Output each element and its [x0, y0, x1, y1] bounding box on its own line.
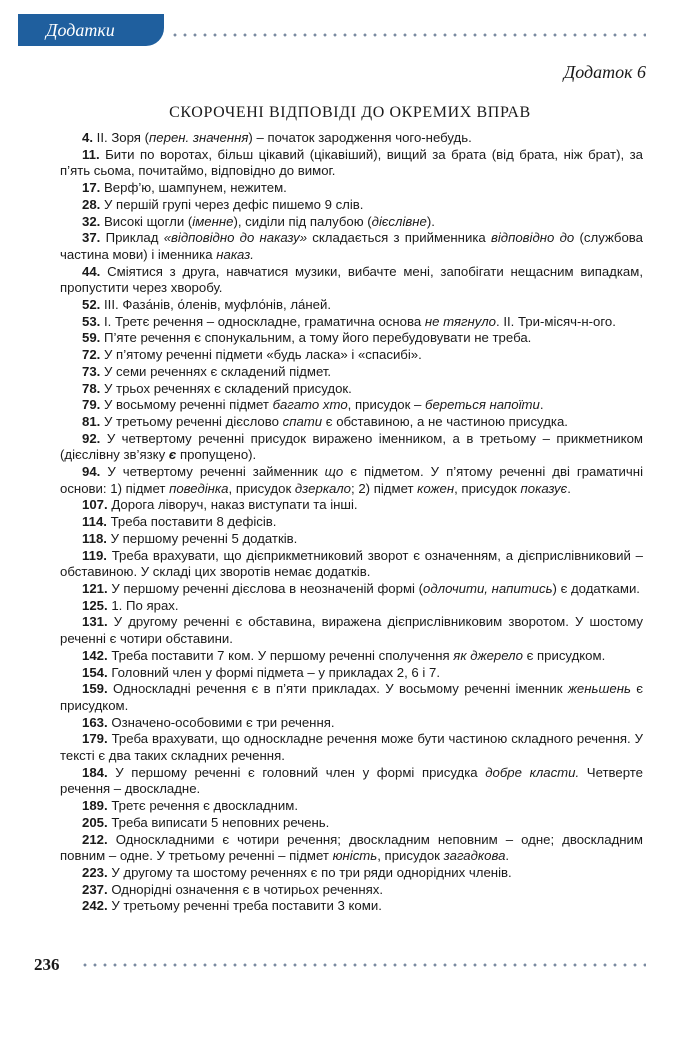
answer-text: У семи реченнях є складений підмет. [100, 363, 332, 379]
exercise-number: 163. [82, 714, 108, 730]
exercise-number: 17. [82, 180, 101, 196]
answer-text: . [567, 480, 571, 496]
answer-text: ІІІ. Фаза́нів, о́ленів, муфло́нів, ла́ней. [100, 297, 331, 313]
answer-item [60, 414, 643, 431]
exercise-number: 223. [82, 864, 108, 880]
answer-item [60, 898, 643, 915]
answer-item [60, 598, 643, 615]
answer-item [60, 330, 643, 347]
exercise-number: 142. [82, 647, 108, 663]
answer-item [60, 715, 643, 732]
answer-text: пропущено). [176, 447, 257, 463]
answer-text: Треба поставити 7 ком. У першому реченні сполучення [107, 647, 454, 663]
exercise-number: 119. [82, 547, 107, 563]
exercise-number: 78. [82, 380, 101, 396]
answer-text: Головний член у формі підмета – у прикладах 2, 6 і 7. [107, 664, 440, 680]
exercise-number: 73. [82, 363, 101, 379]
answer-term: є [168, 447, 177, 463]
answer-term: багато хто [272, 397, 348, 413]
answer-text: Треба виписати 5 неповних речень. [107, 814, 330, 830]
answer-text: ІІ. Зоря ( [93, 130, 150, 145]
answer-text: Бити по воротах, більш цікавий (цікавіший), вищий за брата (від брата, ніж брат), за п’ять сьома, почитаймо, відповідно до вимог. [60, 146, 643, 179]
answer-term: як джерело [453, 647, 523, 663]
answer-text: Треба врахувати, що односкладне речення може бути частиною складного речення. У тексті є два таких складних речення. [60, 731, 643, 764]
exercise-number: 52. [82, 297, 101, 313]
answer-item [60, 431, 643, 464]
answer-item [60, 548, 643, 581]
answer-term: береться напоїти [425, 397, 540, 413]
answer-text: є присудком. [522, 647, 606, 663]
answer-text: ) є додатками. [552, 580, 640, 596]
answer-text: Сміятися з друга, навчатися музики, вибачте мені, запобігати нещасним випадкам, пропустити через хворобу. [60, 263, 643, 296]
answer-item [60, 665, 643, 682]
exercise-number: 118. [82, 530, 107, 546]
answer-term: одлочити, напитись [423, 580, 553, 596]
header-dotted-rule [170, 32, 646, 38]
answer-item [60, 832, 643, 865]
exercise-number: 121. [82, 580, 108, 596]
page-number: 236 [34, 955, 60, 974]
footer-dotted-rule [80, 962, 646, 968]
exercise-number: 28. [82, 196, 101, 212]
answer-text: Дорога ліворуч, наказ виступати та інші. [107, 497, 358, 513]
answer-text: У четвертому реченні присудок виражено іменником, а в третьому – прикметником (дієслівну зв’язку [60, 430, 643, 463]
section-title: Додатки [46, 20, 115, 40]
answer-item [60, 731, 643, 764]
addendum-label: Додаток 6 [563, 62, 646, 82]
answer-item [60, 648, 643, 665]
exercise-number: 79. [82, 397, 101, 413]
exercise-number: 53. [82, 313, 101, 329]
answer-term: перен. значення [149, 130, 249, 145]
exercise-number: 94. [82, 464, 101, 480]
exercise-number: 72. [82, 347, 101, 363]
answer-item [60, 815, 643, 832]
answer-item [60, 180, 643, 197]
answer-text: є підметом. У п’ятому реченні дві граматичні основи: 1) підмет [60, 464, 643, 496]
answer-text: є присудком. [60, 681, 643, 713]
answer-text: , присудок [377, 848, 444, 864]
exercise-number: 205. [82, 814, 108, 830]
answer-item [60, 497, 643, 514]
answer-item [60, 264, 643, 297]
answer-text: У першому реченні дієслова в неозначеній формі ( [107, 580, 424, 596]
answer-text: У восьмому реченні підмет [100, 397, 273, 413]
answer-text: ; 2) підмет [351, 480, 418, 496]
answer-text: Односкладними є чотири речення; двоскладним неповним – одне; двоскладним повним – одне. У третьому реченні – підмет [60, 831, 643, 864]
answer-item [60, 798, 643, 815]
answer-text: , присудок [228, 480, 295, 496]
answer-text: 1. По ярах. [107, 597, 179, 613]
answer-text: Приклад [100, 230, 164, 246]
answer-item [60, 865, 643, 882]
answer-text: У першій групі через дефіс пишемо 9 слів. [100, 196, 364, 212]
answer-item [60, 581, 643, 598]
answer-term: юність [332, 848, 378, 864]
answer-text: Однорідні означення є в чотирьох реченнях. [107, 881, 384, 897]
answer-item [60, 297, 643, 314]
answer-text: У четвертому реченні займенник [100, 464, 325, 480]
answer-text: . [539, 397, 544, 413]
answer-item [60, 214, 643, 231]
exercise-number: 125. [82, 597, 108, 613]
answer-item [60, 130, 643, 147]
answer-item [60, 882, 643, 899]
exercise-number: 114. [82, 514, 107, 530]
answer-term: дзеркало [294, 480, 352, 496]
answer-item [60, 681, 643, 714]
answers-list [60, 130, 643, 915]
answer-term: поведінка [169, 480, 229, 496]
exercise-number: 11. [82, 146, 100, 162]
answer-term: кожен [417, 480, 455, 496]
answer-text: . ІІ. Три-місяч-н-ого. [496, 313, 616, 329]
answer-text: У третьому реченні треба поставити 3 коми. [107, 898, 382, 914]
answer-text: Односкладні речення є в п’яти прикладах. У восьмому реченні іменник [107, 681, 568, 697]
answer-term: загадкова [443, 848, 506, 864]
answer-item [60, 364, 643, 381]
answer-text: Четверте речення – двоскладне. [60, 764, 643, 797]
answer-term: «відповідно до наказу» [163, 230, 308, 246]
answer-text: Треба врахувати, що дієприкметниковий зворот є означенням, а дієприслівниковий – обставиною. У складі цих зворотів немає додатків. [60, 547, 643, 580]
answer-text: І. Третє речення – односкладне, граматична основа [100, 313, 425, 329]
exercise-number: 59. [82, 330, 101, 346]
answer-term: добре класти. [485, 764, 580, 780]
answer-item [60, 147, 643, 180]
exercise-number: 131. [82, 614, 108, 630]
answer-term: наказ. [216, 246, 254, 262]
exercise-number: 159. [82, 681, 108, 697]
exercise-number: 242. [82, 898, 108, 914]
answer-text: , присудок – [347, 397, 426, 413]
answer-term: що [324, 464, 344, 480]
answer-text: У другому реченні є обставина, виражена дієприслівниковим зворотом. У шостому реченні є чотири обставини. [60, 614, 643, 647]
exercise-number: 179. [82, 731, 108, 747]
exercise-number: 107. [82, 497, 108, 513]
answer-text: Треба поставити 8 дефісів. [106, 514, 277, 530]
answer-text: У третьому реченні дієслово [100, 413, 283, 429]
answer-text: ). [426, 213, 435, 229]
answer-term: відповідно до [490, 230, 575, 246]
exercise-number: 81. [82, 413, 101, 429]
exercise-number: 4. [82, 130, 93, 145]
answer-item [60, 314, 643, 331]
answer-item [60, 765, 643, 798]
answer-item [60, 397, 643, 414]
answer-text: . [505, 848, 510, 864]
answer-text: Означено-особовими є три речення. [107, 714, 335, 730]
answer-text: У трьох реченнях є складений присудок. [100, 380, 352, 396]
exercise-number: 212. [82, 831, 108, 847]
exercise-number: 184. [82, 764, 108, 780]
answer-text: Високі щогли ( [100, 213, 193, 229]
answer-text: складається з прийменника [307, 230, 491, 246]
page-title: СКОРОЧЕНІ ВІДПОВІДІ ДО ОКРЕМИХ ВПРАВ [169, 104, 531, 121]
exercise-number: 92. [82, 430, 101, 446]
answer-text: У другому та шостому реченнях є по три ряди однорідних членів. [107, 864, 512, 880]
answer-term: женьшень [567, 681, 631, 697]
answer-term: дієслівне [371, 213, 427, 229]
answer-item [60, 381, 643, 398]
answer-text: , присудок [454, 480, 521, 496]
answer-text: У першому реченні 5 додатків. [106, 530, 298, 546]
exercise-number: 237. [82, 881, 108, 897]
answer-item [60, 347, 643, 364]
answer-item [60, 464, 643, 497]
answer-text: Верф’ю, шампунем, нежитем. [100, 180, 287, 196]
answer-term: показує [520, 480, 568, 496]
answer-text: Третє речення є двоскладним. [107, 798, 299, 814]
answer-term: іменне [192, 213, 234, 229]
exercise-number: 37. [82, 230, 101, 246]
exercise-number: 44. [82, 263, 101, 279]
answer-term: не тягнуло [424, 313, 496, 329]
answer-text: У п’ятому реченні підмети «будь ласка» і «спасибі». [100, 347, 422, 363]
exercise-number: 32. [82, 213, 101, 229]
answer-text: (службова частина мови) і іменника [60, 230, 643, 262]
answer-text: П’яте речення є спонукальним, а тому його перебудовувати не треба. [100, 330, 532, 346]
answer-text: ) – початок зародження чого-небудь. [248, 130, 472, 145]
answer-item [60, 531, 643, 548]
answer-text: ), сиділи під палубою ( [233, 213, 372, 229]
answer-item [60, 197, 643, 214]
answer-item [60, 230, 643, 263]
answer-term: спати [282, 413, 323, 429]
answer-text: є обставиною, а не частиною присудка. [322, 413, 568, 429]
answer-item [60, 514, 643, 531]
exercise-number: 189. [82, 798, 108, 814]
answer-item [60, 614, 643, 647]
section-tab [18, 14, 164, 46]
answer-text: У першому реченні є головний член у формі присудка [107, 764, 486, 780]
exercise-number: 154. [82, 664, 108, 680]
